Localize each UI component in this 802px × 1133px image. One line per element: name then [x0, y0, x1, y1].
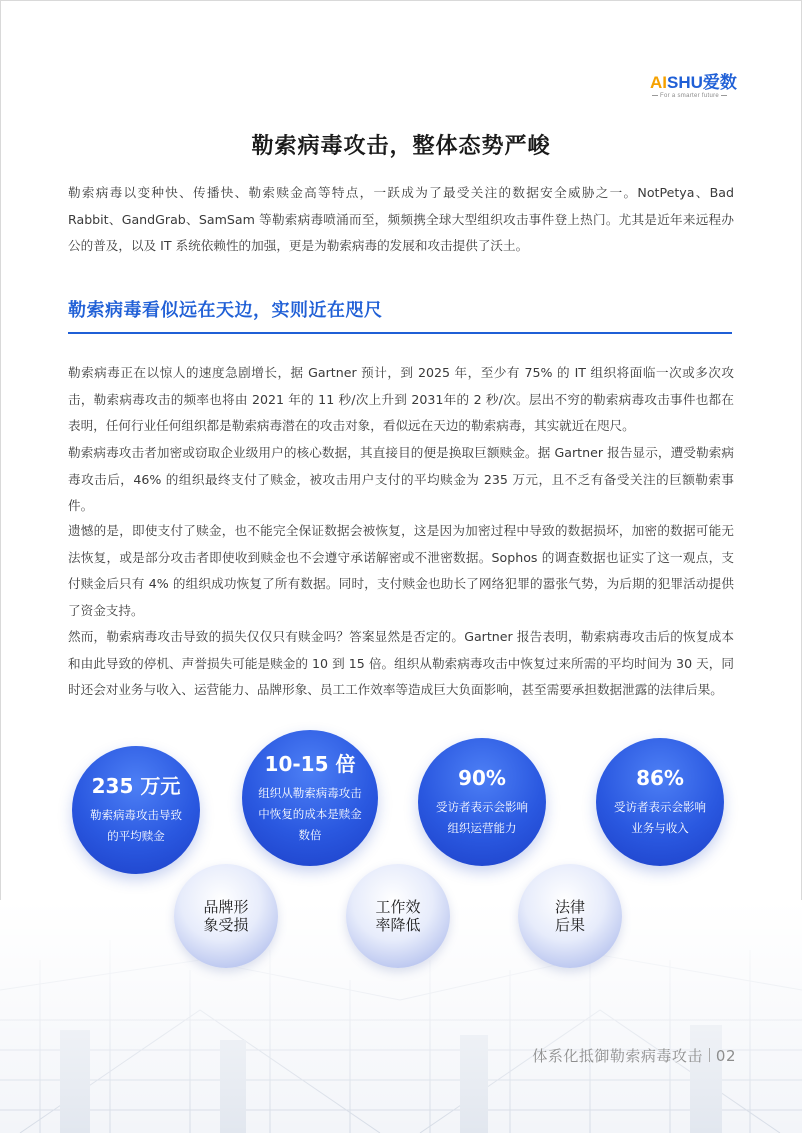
impact-label: 法律后果: [554, 898, 585, 934]
impact-circle-brand: [174, 864, 278, 968]
intro-paragraph: 勒索病毒以变种快、传播快、勒索赎金高等特点，一跃成为了最受关注的数据安全威胁之一。NotPetya、Bad Rabbit、GandGrab、SamSam 等勒索病毒喷涌而至，频频携全球大型组织攻击事件登上热门。尤其是近年来远程办公的普及，以及 IT 系统依赖性的加强，更是为勒索病毒的发展和攻击提供了沃土。: [68, 185, 734, 253]
page-number: 02: [715, 1047, 736, 1065]
stat-description: 组织从勒索病毒攻击中恢复的成本是赎金数倍: [258, 785, 362, 842]
footer-separator: [709, 1048, 710, 1062]
impact-label: 工作效率降低: [375, 898, 421, 934]
impact-circle-efficiency: [346, 864, 450, 968]
logo-wordmark: AISHU爱数: [650, 73, 737, 93]
stat-circle-ransom: [72, 746, 200, 874]
body-paragraph-4: 然而，勒索病毒攻击导致的损失仅仅只有赎金吗？答案显然是否定的。Gartner 报告表明，勒索病毒攻击后的恢复成本和由此导致的停机、声誉损失可能是赎金的 10 到 15 倍。组织从勒索病毒攻击中恢复过来所需的平均时间为 30 天，同时还会对业务与收入、运营能力、品牌形象、员工工作效率等造成巨大负面影响，甚至需要承担数据泄露的法律后果。: [68, 629, 734, 697]
impact-label: 品牌形象受损: [203, 898, 249, 934]
footer-title: 体系化抵御勒索病毒攻击: [532, 1047, 703, 1065]
page-footer: [532, 1045, 736, 1066]
stat-value: 235 万元: [91, 774, 181, 798]
section-heading: 勒索病毒看似远在天边，实则近在咫尺: [68, 300, 383, 321]
stat-circle-revenue: [596, 738, 724, 866]
page-title: 勒索病毒攻击，整体态势严峻: [251, 134, 551, 159]
stat-value: 90%: [458, 766, 506, 790]
body-paragraph-1: 勒索病毒正在以惊人的速度急剧增长，据 Gartner 预计，到 2025 年，至少有 75% 的 IT 组织将面临一次或多次攻击，勒索病毒攻击的频率也将由 2021 年的 11 秒/次上升到 2031年的 2 秒/次。层出不穷的勒索病毒攻击事件也都在表明，任何行业任何组织都是勒索病毒潜在的攻击对象，看似远在天边的勒索病毒，其实就近在咫尺。: [68, 365, 734, 433]
stat-value: 10-15 倍: [264, 751, 356, 776]
stat-description: 受访者表示会影响业务与收入: [614, 800, 706, 835]
aishu-logo: [650, 74, 760, 106]
logo-tagline: For a smarter future: [650, 93, 760, 99]
stat-value: 86%: [636, 766, 684, 790]
stat-circle-operations: [418, 738, 546, 866]
section-divider: [68, 332, 732, 334]
body-paragraph-2: 勒索病毒攻击者加密或窃取企业级用户的核心数据，其直接目的便是换取巨额赎金。据 Gartner 报告显示，遭受勒索病毒攻击后，46% 的组织最终支付了赎金，被攻击用户支付的平均赎金为 235 万元，且不乏有备受关注的巨额勒索事件。: [68, 445, 734, 513]
stat-description: 勒索病毒攻击导致的平均赎金: [90, 808, 182, 843]
impact-circle-legal: [518, 864, 622, 968]
stat-circle-recovery-cost: [242, 730, 378, 866]
body-paragraph-3: 遗憾的是，即使支付了赎金，也不能完全保证数据会被恢复，这是因为加密过程中导致的数据损坏，加密的数据可能无法恢复，或是部分攻击者即使收到赎金也不会遵守承诺解密或不泄密数据。Sophos 的调查数据也证实了这一观点，支付赎金后只有 4% 的组织成功恢复了所有数据。同时，支付赎金也助长了网络犯罪的嚣张气势，为后期的犯罪活动提供了资金支持。: [68, 523, 734, 618]
stat-description: 受访者表示会影响组织运营能力: [436, 800, 528, 835]
